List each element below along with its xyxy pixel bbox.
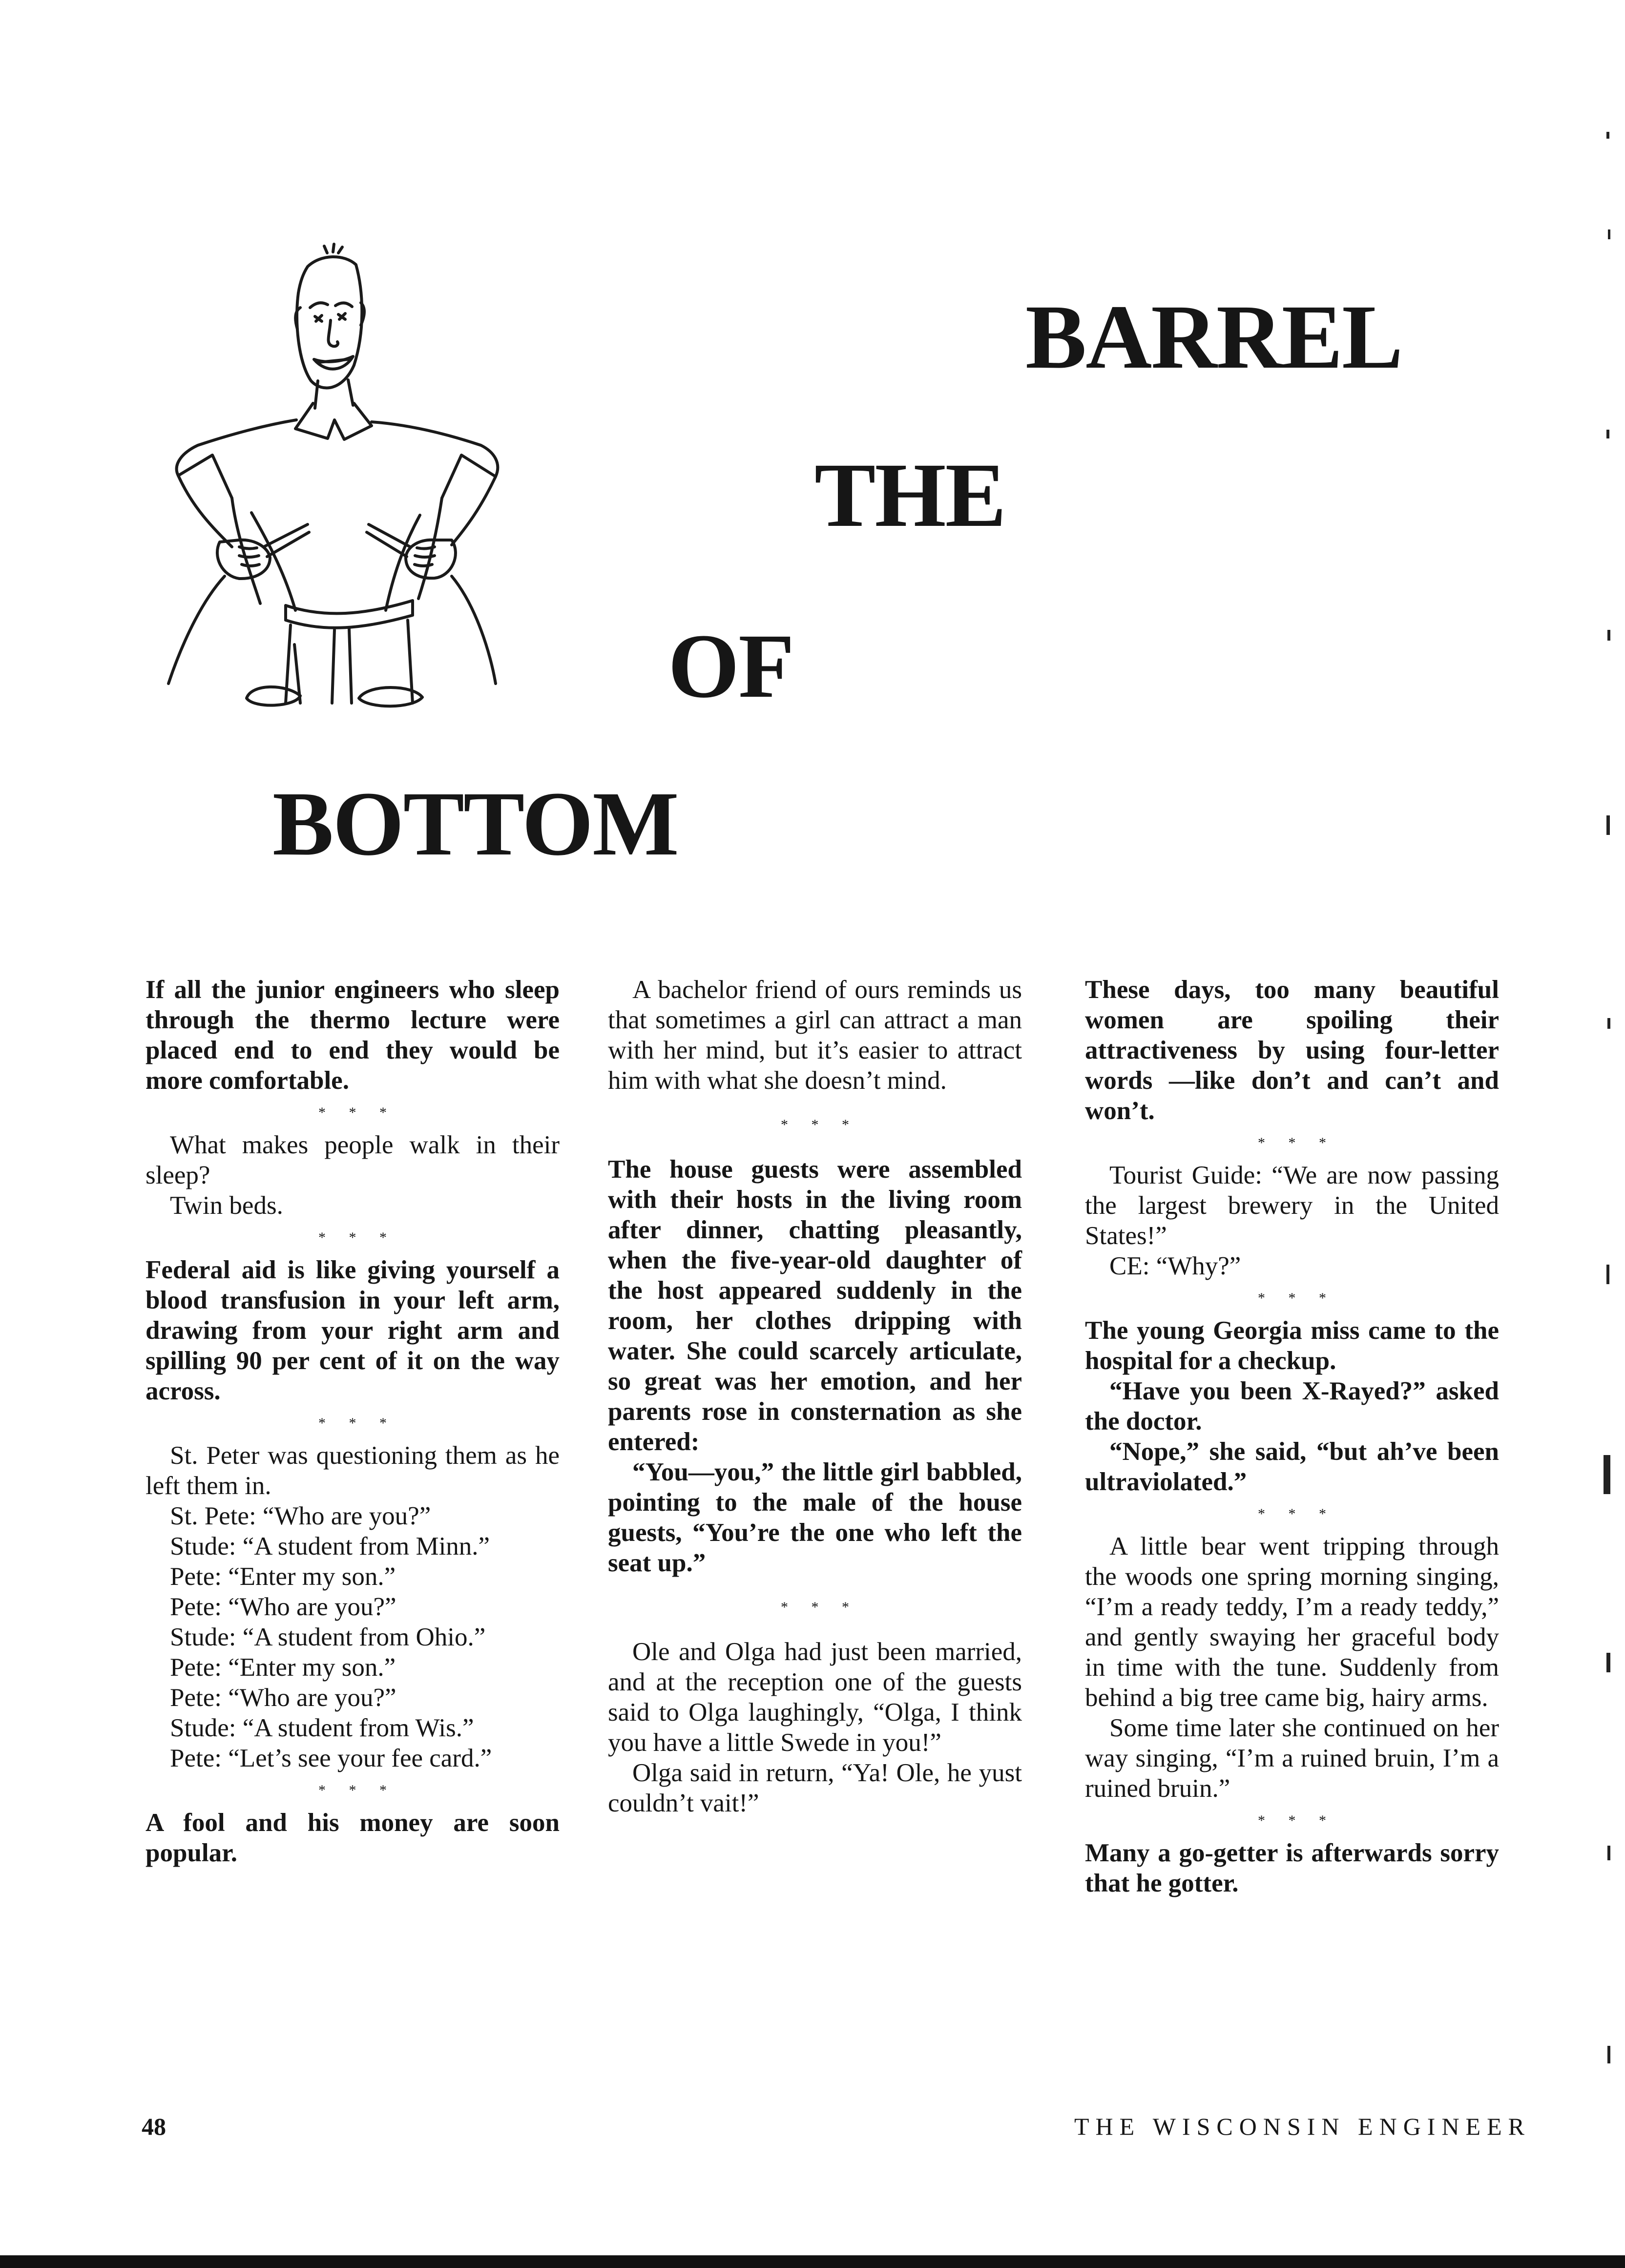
text-column-3 [1085,975,1499,1898]
joke-paragraph: If all the junior engineers who sleep through the thermo lecture were placed end to end they would be more comfortable. [146,976,560,1095]
joke-paragraph: These days, too many beautiful women are spoiling their attractiveness by using four-letter words —like don’t and can’t and won’t. [1085,976,1499,1125]
joke-paragraph: A fool and his money are soon popular. [146,1809,560,1867]
separator-asterisks: * * * [781,1117,859,1133]
separator-asterisks: * * * [1258,1506,1336,1522]
separator-asterisks: * * * [1258,1135,1336,1151]
joke-paragraph: “You—you,” the little girl babbled, pointing to the male of the house guests, “You’re the one who left the seat up.” [608,1458,1022,1577]
dialogue-line: Stude: “A student from Wis.” [170,1714,474,1742]
title-word-barrel: BARREL [1025,286,1402,388]
title-word-the: THE [814,444,1006,546]
joke-line: St. Peter was questioning them as he left them in. [146,1441,560,1500]
joke-paragraph: The young Georgia miss came to the hospital for a checkup. [1085,1316,1499,1375]
joke-line: A little bear went tripping through the woods one spring morning singing, “I’m a ready teddy, I’m a ready teddy,” and gently swaying her graceful body in time with the tune. Suddenly from behind a big tree came big, hairy arms. [1085,1532,1499,1712]
dialogue-line: Pete: “Who are you?” [170,1593,396,1621]
bottom-rule [0,2255,1625,2268]
dialogue-line: Pete: “Enter my son.” [170,1653,396,1682]
joke-line: CE: “Why?” [1109,1252,1241,1280]
separator-asterisks: * * * [318,1415,396,1431]
joke-line: Ole and Olga had just been married, and at the reception one of the guests said to Olga laughingly, “Olga, I think you have a little Swede in you!” [608,1638,1022,1757]
separator-asterisks: * * * [318,1104,396,1121]
text-column-2 [608,975,1022,1818]
cartoon-man-illustration [139,234,530,713]
joke-line: Olga said in return, “Ya! Ole, he yust couldn’t vait!” [608,1759,1022,1817]
joke-line: What makes people walk in their sleep? [146,1131,560,1189]
title-word-bottom: BOTTOM [272,772,678,874]
joke-line: Some time later she continued on her way singing, “I’m a ruined bruin, I’m a ruined bruin.” [1085,1714,1499,1803]
dialogue-line: Pete: “Enter my son.” [170,1562,396,1591]
joke-line: Tourist Guide: “We are now passing the largest brewery in the United States!” [1085,1161,1499,1250]
separator-asterisks: * * * [1258,1290,1336,1306]
dialogue-line: St. Pete: “Who are you?” [170,1502,431,1530]
title-word-of: OF [668,615,794,717]
dialogue-line: Stude: “A student from Ohio.” [170,1623,486,1651]
dialogue-line: Pete: “Let’s see your fee card.” [170,1744,492,1772]
separator-asterisks: * * * [318,1782,396,1798]
dialogue-line: Stude: “A student from Minn.” [170,1532,490,1561]
joke-paragraph: The house guests were assembled with their hosts in the living room after dinner, chatting pleasantly, when the five-year-old daughter of the host appeared suddenly in the room, her clothes dripping with water. She could scarcely articulate, so great was her emotion, and her parents rose in consternation as she entered: [608,1155,1022,1456]
journal-name: THE WISCONSIN ENGINEER [1074,2113,1531,2140]
joke-paragraph: “Nope,” she said, “but ah’ve been ultraviolated.” [1085,1437,1499,1496]
joke-paragraph: Many a go-getter is afterwards sorry that he gotter. [1085,1839,1499,1897]
joke-paragraph: Federal aid is like giving yourself a blood transfusion in your left arm, drawing from your right arm and spilling 90 per cent of it on the way across. [146,1256,560,1405]
separator-asterisks: * * * [318,1229,396,1246]
separator-asterisks: * * * [781,1599,859,1615]
dialogue-line: Pete: “Who are you?” [170,1684,396,1712]
page-number: 48 [142,2113,166,2140]
text-column-1 [146,975,560,1868]
joke-line: Twin beds. [170,1191,283,1220]
joke-paragraph: “Have you been X-Rayed?” asked the doctor. [1085,1377,1499,1436]
separator-asterisks: * * * [1258,1812,1336,1829]
joke-line: A bachelor friend of ours reminds us that sometimes a girl can attract a man with her mind, but it’s easier to attract him with what she doesn’t mind. [608,976,1022,1095]
